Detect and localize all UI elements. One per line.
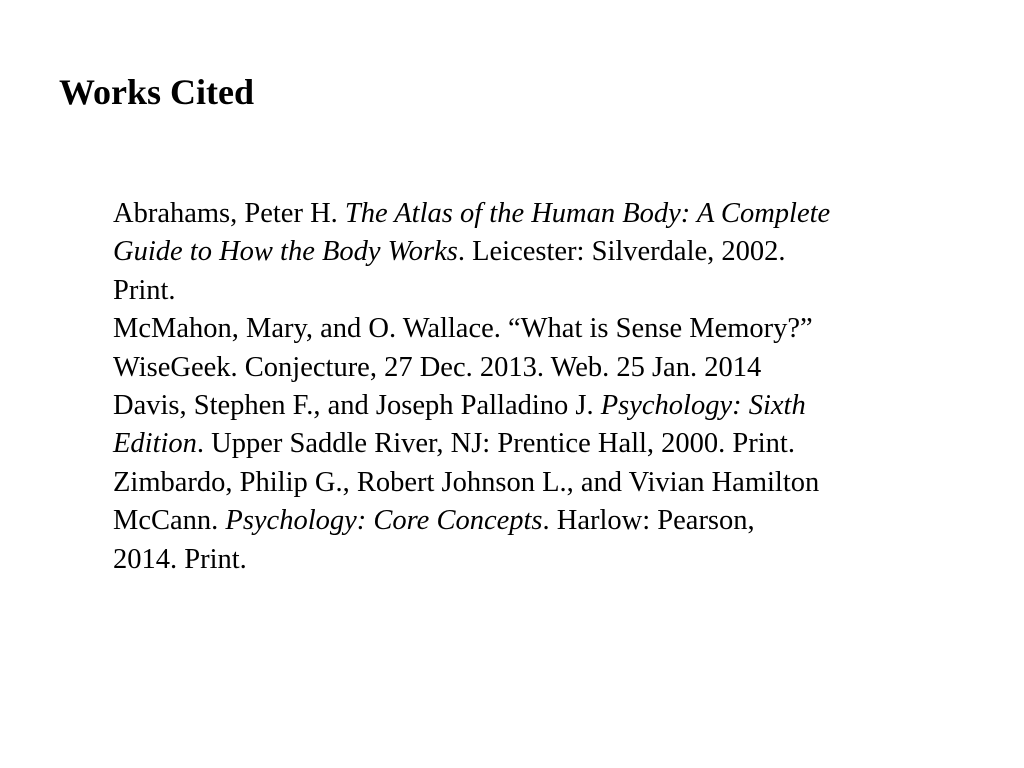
citation-entry <box>113 195 993 310</box>
citation-title-italic: The Atlas of the Human Body: A Complete <box>344 198 831 229</box>
page-title: Works Cited <box>59 72 255 112</box>
citation-line <box>113 233 993 271</box>
citation-line <box>113 502 993 540</box>
citation-line <box>113 387 993 425</box>
citation-entry <box>113 464 993 579</box>
citation-text: McCann. <box>113 505 226 537</box>
citation-text: 2014. Print. <box>113 543 247 575</box>
citation-title-italic: Edition <box>113 428 197 460</box>
citation-text: . Leicester: Silverdale, 2002. <box>457 236 786 268</box>
citation-text: . Upper Saddle River, NJ: Prentice Hall, 2000. Print. <box>196 428 795 460</box>
citation-text: Abrahams, Peter H. <box>113 198 345 229</box>
citation-title-italic: Psychology: Sixth <box>600 390 806 422</box>
citation-text: WiseGeek. Conjecture, 27 Dec. 2013. Web. 25 Jan. 2014 <box>113 351 762 383</box>
citation-entry <box>113 387 993 464</box>
citation-text: . Harlow: Pearson, <box>542 505 755 537</box>
citation-title-italic: Guide to How the Body Works <box>113 236 458 268</box>
citation-line <box>113 425 993 463</box>
citation-text: McMahon, Mary, and O. Wallace. “What is Sense Memory?” <box>113 313 813 345</box>
citation-title-italic: Psychology: Core Concepts <box>225 505 543 537</box>
citation-list <box>113 195 993 579</box>
citation-line <box>113 195 993 233</box>
citation-text: Print. <box>113 274 176 306</box>
citation-line <box>113 349 993 387</box>
citation-text: Zimbardo, Philip G., Robert Johnson L., and Vivian Hamilton <box>113 466 820 498</box>
citation-text: Davis, Stephen F., and Joseph Palladino J. <box>113 390 601 422</box>
citation-entry <box>113 310 993 387</box>
citation-line <box>113 541 993 579</box>
citation-line <box>113 310 993 348</box>
citation-line <box>113 464 993 502</box>
citation-line <box>113 272 993 310</box>
